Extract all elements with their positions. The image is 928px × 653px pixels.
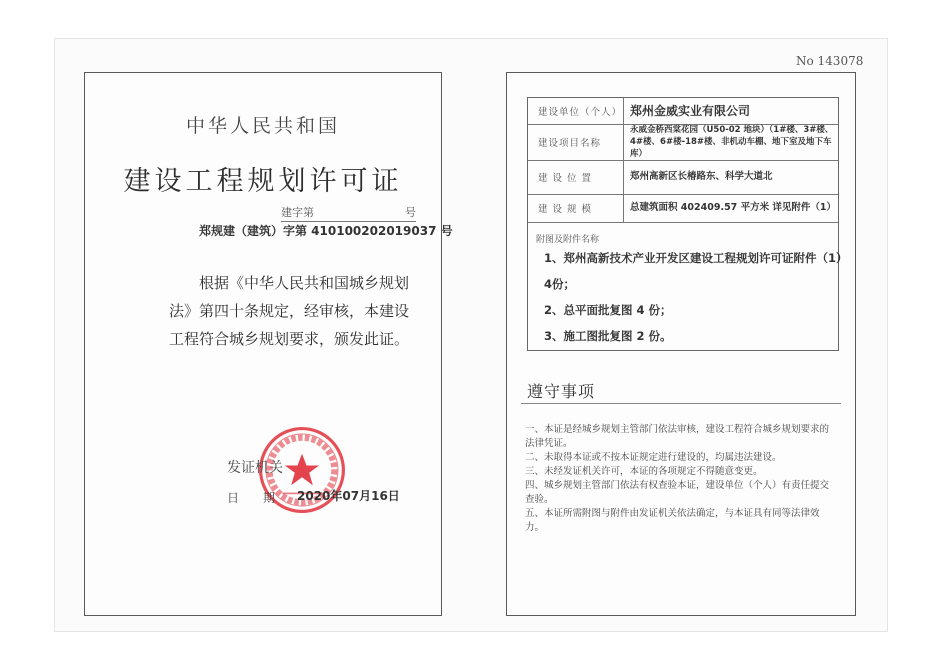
rule-item: 三、未经发证机关许可，本证的各项规定不得随意变更。 [525, 466, 763, 477]
certificate-title: 建设工程规划许可证 [123, 166, 403, 197]
jianzi-line [281, 204, 416, 222]
jianzi-prefix: 建字第 [281, 206, 314, 219]
document-number: No 143078 [796, 54, 864, 68]
rules-title: 遵守事项 [527, 382, 596, 401]
row-value: 郑州高新区长椿路东、科学大道北 [630, 171, 773, 182]
left-panel [84, 72, 453, 616]
row-label: 建设单位（个人） [528, 98, 624, 124]
table-row [528, 124, 838, 161]
rules-divider [521, 403, 841, 404]
issuer-label: 发证机关 [227, 460, 283, 476]
date-label: 日 期 [227, 491, 276, 505]
row-label: 建 设 规 模 [528, 194, 624, 222]
row-value: 总建筑面积 402409.57 平方米 详见附件（1） [630, 202, 837, 213]
certificate-number: 郑规建（建筑）字第 410100202019037 号 [199, 224, 453, 238]
table-row [528, 194, 838, 223]
project-info-table [527, 97, 848, 351]
row-label: 建 设 位 置 [528, 160, 624, 194]
attachment-item: 3、施工图批复图 2 份。 [544, 329, 672, 343]
country-name: 中华人民共和国 [185, 115, 340, 137]
legal-statement: 根据《中华人民共和国城乡规划法》第四十条规定，经审核，本建设工程符合城乡规划要求，颁发此证。 [169, 274, 410, 348]
jianzi-suffix: 号 [405, 206, 416, 219]
rule-item: 四、城乡规划主管部门依法有权查验本证，建设单位（个人）有责任提交查验。 [525, 480, 830, 505]
attachment-item: 4份； [544, 277, 576, 291]
attachments-label: 附图及附件名称 [536, 235, 600, 245]
attachment-item: 2、总平面批复图 4 份； [544, 303, 672, 317]
table-row [528, 160, 838, 195]
row-label: 建设项目名称 [528, 124, 624, 160]
rule-item: 一、本证是经城乡规划主管部门依法审核，建设工程符合城乡规划要求的法律凭证。 [525, 424, 830, 449]
attachment-item: 1、郑州高新技术产业开发区建设工程规划许可证附件（1） [544, 251, 848, 265]
issue-date: 2020年07月16日 [297, 489, 400, 503]
row-value: 郑州金威实业有限公司 [630, 104, 751, 118]
table-row [528, 98, 838, 125]
rule-item: 五、本证所需附图与附件由发证机关依法确定，与本证具有同等法律效力。 [525, 508, 820, 533]
rule-item: 二、未取得本证或不按本证规定进行建设的，均属违法建设。 [525, 452, 782, 463]
right-panel [506, 72, 856, 616]
row-value: 永威金桥西棠花园（U50-02 地块）（1#楼、3#楼、4#楼、6#楼-18#楼、非机动车棚、地下室及地下车库） [630, 125, 834, 159]
